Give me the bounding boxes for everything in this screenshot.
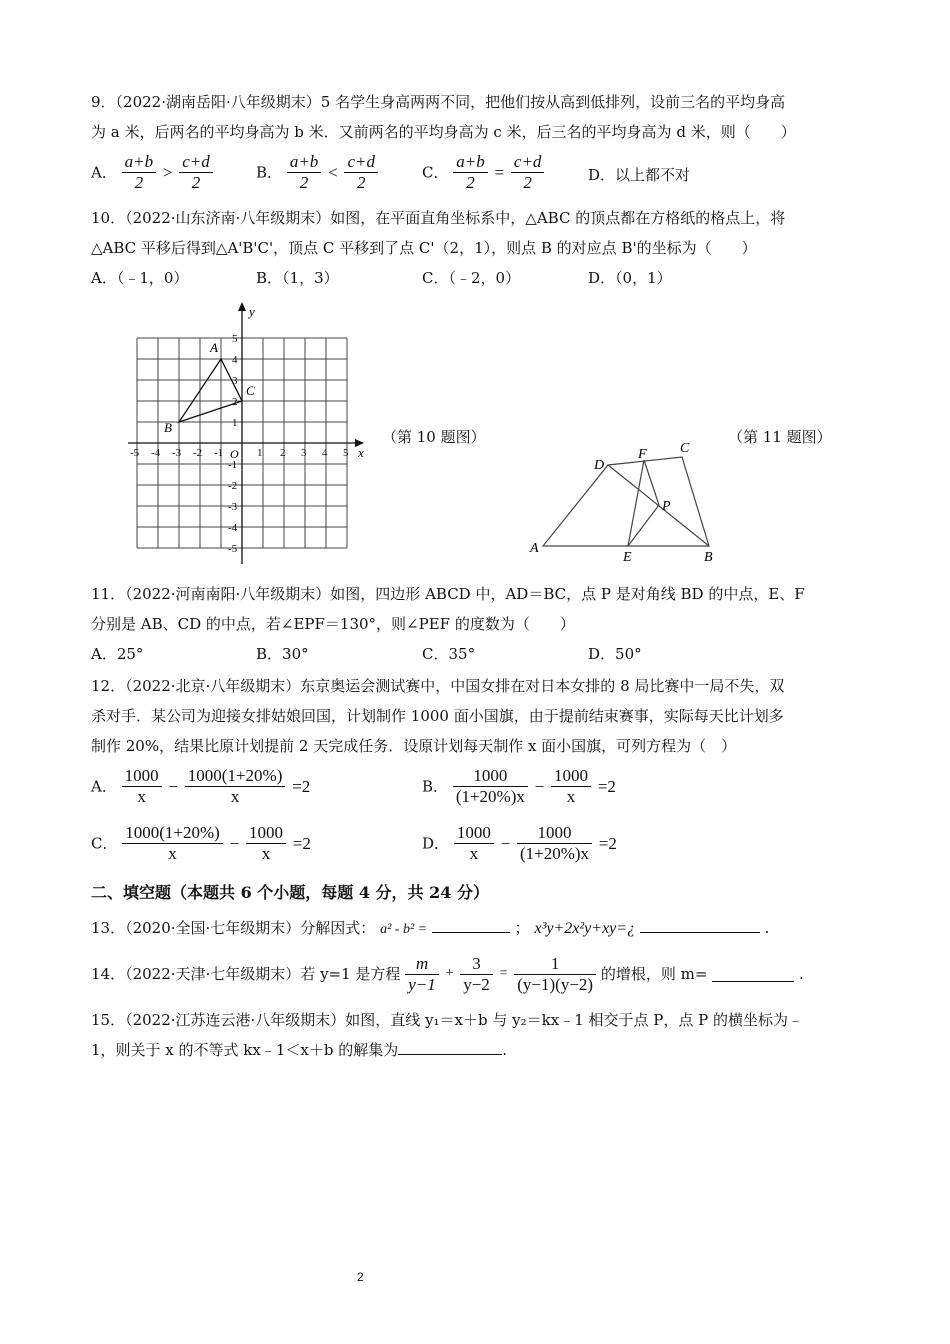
q9-stem-line2: 为 a 米，后两名的平均身高为 b 米．又前两名的平均身高为 c 米，后三名的平均身高为 d 米，则（ ）: [91, 123, 796, 141]
y-axis-label: y: [249, 304, 255, 319]
q12-option-a[interactable]: [91, 766, 312, 807]
frac-num: 1000(1+20%): [185, 766, 286, 787]
minus-sign: −: [168, 776, 178, 796]
q9-option-d[interactable]: [588, 165, 690, 185]
x-tick-labels: [130, 447, 349, 459]
y-tick: -2: [228, 480, 238, 492]
x-tick: -5: [130, 447, 140, 459]
section-heading: 二、填空题（本题共 6 个小题，每题 4 分，共 24 分）: [91, 883, 489, 902]
q11-option-d[interactable]: D．50°: [588, 645, 642, 663]
q12-stem-line3: 制作 20%，结果比原计划提前 2 天完成任务．设原计划每天制作 x 面小国旗，可列方程为（ ）: [91, 737, 737, 755]
point-d-label: D: [594, 458, 605, 473]
q9-option-d-label: D．: [588, 166, 616, 184]
x-tick: -1: [214, 447, 224, 459]
q12-option-c-label: C．: [91, 834, 118, 853]
frac-den: x: [230, 787, 240, 806]
equals-sign: =: [499, 966, 508, 981]
y-tick: 4: [232, 354, 238, 366]
frac-den: (1+20%)x: [455, 787, 525, 806]
q14-answer-blank[interactable]: [712, 967, 794, 982]
q14-prefix: 14．（2022·天津·七年级期末）若 y=1 是方程: [91, 965, 401, 983]
q10-option-a[interactable]: A．（﹣1，0）: [91, 269, 189, 287]
frac-den: 2: [466, 173, 475, 192]
equals-two: =2: [598, 833, 617, 853]
point-e-label: E: [623, 550, 632, 565]
origin-label: O: [230, 447, 239, 461]
q10-option-c[interactable]: C．（﹣2，0）: [422, 269, 521, 287]
x-tick: -4: [151, 447, 161, 459]
q13-separator: ；: [514, 919, 530, 937]
frac-num: a+b: [122, 152, 156, 173]
q15-answer-blank[interactable]: [398, 1040, 502, 1055]
q10-stem-line2: △ABC 平移后得到△A'B'C'，顶点 C 平移到了点 C'（2，1），则点 B 的对应点 B'的坐标为（ ）: [91, 239, 757, 257]
figure-10-coordinate-grid: [120, 296, 380, 571]
q9-option-c-label: C．: [422, 163, 449, 182]
point-b-label: B: [164, 420, 172, 435]
x-tick: 2: [280, 447, 286, 459]
q9-option-a[interactable]: [91, 152, 213, 193]
q11-stem-line2: 分别是 AB、CD 的中点，若∠EPF＝130°，则∠PEF 的度数为（ ）: [91, 615, 575, 633]
y-tick: 2: [232, 396, 238, 408]
frac-den: 2: [134, 173, 144, 192]
frac-num: 3: [460, 954, 493, 975]
equals-two: =2: [597, 776, 616, 796]
figure-10-caption: （第 10 题图）: [382, 428, 486, 446]
q13-expression-2: x³y+2x²y+xy=¿: [534, 920, 636, 937]
q9-option-c-operator: =: [494, 162, 505, 182]
page-number: 2: [357, 1270, 364, 1284]
q12-stem-line2: 杀对手．某公司为迎接女排姑娘回国，计划制作 1000 面小国旗，由于提前结束赛事，实际每天比计划多: [91, 707, 784, 725]
q11-option-c[interactable]: C．35°: [422, 645, 476, 663]
q12-option-a-label: A．: [91, 777, 117, 796]
q12-option-b[interactable]: [422, 766, 618, 807]
point-b-label: B: [704, 550, 713, 565]
frac-num: a+b: [453, 152, 487, 173]
q9-option-a-operator: >: [162, 162, 173, 182]
frac-num: c+d: [179, 152, 213, 173]
figure-11-caption: （第 11 题图）: [728, 428, 832, 446]
q9-option-c[interactable]: [422, 152, 544, 193]
q15-stem-line2: [91, 1040, 507, 1060]
x-tick: 1: [257, 447, 263, 459]
q13-answer-blank-2[interactable]: [640, 918, 760, 933]
q9-option-b[interactable]: [256, 152, 378, 193]
frac-den: x: [137, 787, 146, 806]
q12-stem-line1: 12．（2022·北京·八年级期末）东京奥运会测试赛中，中国女排在对日本女排的 8 局比赛中一局不失，双: [91, 677, 785, 695]
point-a-label: A: [530, 541, 539, 556]
point-p-label: P: [662, 499, 671, 514]
q12-option-b-label: B．: [422, 777, 449, 796]
y-tick: -4: [228, 522, 238, 534]
figure-11-quadrilateral: [520, 430, 730, 565]
y-tick: -1: [228, 459, 238, 471]
point-a-label: A: [210, 340, 218, 355]
q13: [91, 918, 769, 940]
equals-two: =2: [292, 833, 311, 853]
frac-num: 1000: [517, 823, 592, 844]
q12-option-c[interactable]: [91, 823, 313, 864]
segment-ep: [628, 505, 659, 546]
minus-sign: −: [534, 776, 545, 796]
q11-option-a[interactable]: A．25°: [91, 645, 144, 663]
q9-option-b-operator: <: [328, 162, 338, 182]
point-c-label: C: [680, 441, 690, 456]
q13-expression-1: a² - b² =: [380, 922, 428, 937]
q15-stem-line2-text: 1，则关于 x 的不等式 kx﹣1＜x＋b 的解集为: [91, 1041, 399, 1059]
x-tick: -3: [172, 447, 182, 459]
plus-sign: +: [445, 966, 454, 981]
q15-stem-line1: 15．（2022·江苏连云港·八年级期末）如图，直线 y₁＝x＋b 与 y₂＝kx﹣1 相交于点 P，点 P 的横坐标为﹣: [91, 1011, 803, 1029]
q10-stem-line1: 10．（2022·山东济南·八年级期末）如图，在平面直角坐标系中，△ABC 的顶点都在方格纸的格点上，将: [91, 209, 786, 227]
frac-den: 2: [356, 173, 366, 192]
q15-end: .: [502, 1041, 508, 1059]
q13-end: .: [764, 919, 770, 937]
frac-num: 1000: [122, 766, 162, 787]
q13-answer-blank-1[interactable]: [432, 918, 510, 933]
segment-ef: [628, 460, 644, 546]
q12-option-d-label: D．: [422, 834, 450, 853]
x-tick: 3: [301, 447, 307, 459]
frac-num: c+d: [511, 152, 545, 173]
frac-den: x: [168, 844, 177, 863]
frac-den: 2: [191, 173, 201, 192]
y-tick-labels: [228, 333, 238, 555]
frac-den: x: [261, 844, 271, 863]
q14: [91, 950, 804, 997]
frac-num: 1000: [454, 823, 494, 844]
x-axis-label: x: [358, 445, 364, 460]
frac-den: y−2: [463, 974, 490, 994]
frac-den: (y−1)(y−2): [517, 974, 594, 994]
minus-sign: −: [229, 833, 240, 853]
q10-option-d[interactable]: D．（0，1）: [588, 269, 672, 287]
q9-option-a-label: A．: [91, 163, 117, 182]
x-tick: 4: [322, 447, 328, 459]
q9-option-b-label: B．: [256, 163, 283, 182]
y-axis-arrow: [238, 302, 246, 311]
q12-option-d[interactable]: [422, 823, 619, 864]
y-tick: -5: [228, 543, 238, 555]
triangle-abc: [179, 359, 242, 422]
q10-option-b[interactable]: B．（1，3）: [256, 269, 339, 287]
q14-end: .: [799, 965, 804, 983]
q11-stem-line1: 11．（2022·河南南阳·八年级期末）如图，四边形 ABCD 中，AD＝BC，点 P 是对角线 BD 的中点，E、F: [91, 585, 805, 603]
q9-stem-line1: 9．（2022·湖南岳阳·八年级期末）5 名学生身高两两不同，把他们按从高到低排列，设前三名的平均身高: [91, 93, 786, 111]
x-tick: -2: [193, 447, 203, 459]
frac-den: (1+20%)x: [519, 844, 590, 863]
frac-num: c+d: [344, 152, 378, 173]
q9-option-d-text: 以上都不对: [615, 166, 691, 184]
point-f-label: F: [638, 447, 647, 462]
frac-den: 2: [299, 173, 309, 192]
q14-suffix: 的增根，则 m=: [600, 965, 708, 983]
x-tick: 5: [343, 447, 349, 459]
q11-option-b[interactable]: B．30°: [256, 645, 309, 663]
y-tick: 3: [232, 375, 238, 387]
y-tick: 1: [232, 417, 238, 429]
frac-num: 1000: [453, 766, 528, 787]
frac-num: 1: [514, 954, 596, 975]
frac-num: 1000: [551, 766, 591, 787]
frac-den: x: [566, 787, 576, 806]
frac-num: a+b: [287, 152, 321, 173]
minus-sign: −: [500, 833, 511, 853]
frac-den: y−1: [408, 974, 436, 994]
equals-two: =2: [292, 776, 311, 796]
y-tick: 5: [232, 333, 238, 345]
frac-den: x: [469, 844, 479, 863]
point-c-label: C: [246, 383, 255, 398]
frac-num: 1000: [246, 823, 286, 844]
y-tick: -3: [228, 501, 238, 513]
quadrilateral-abcd: [543, 457, 709, 546]
q13-prefix: 13．（2020·全国·七年级期末）分解因式：: [91, 919, 376, 937]
frac-num: 1000(1+20%): [122, 823, 223, 844]
segment-fp: [644, 460, 659, 505]
frac-num: m: [405, 954, 439, 975]
frac-den: 2: [523, 173, 532, 192]
